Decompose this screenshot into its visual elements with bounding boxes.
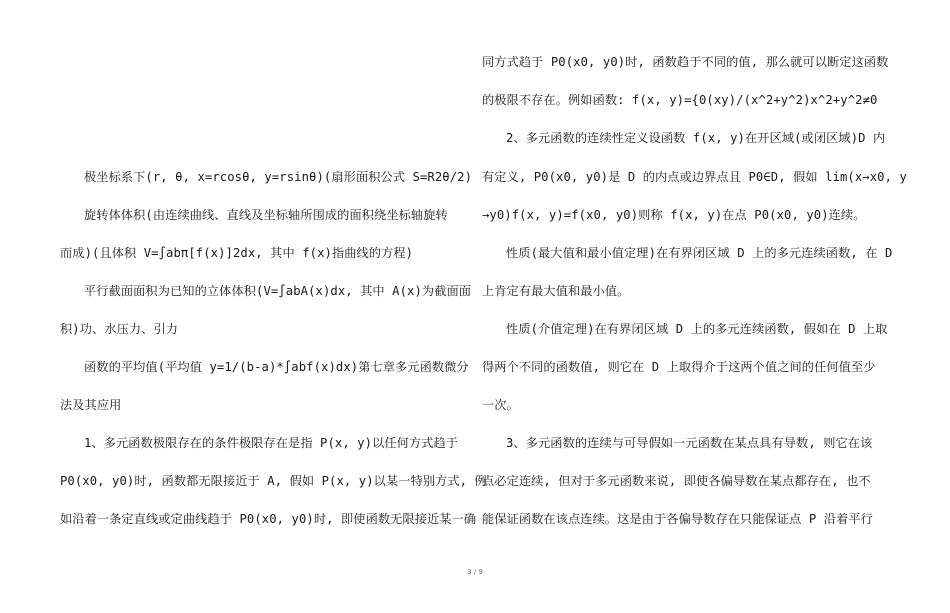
text-line: 的极限不存在。例如函数: f(x, y)={0(xy)/(x^2+y^2)x^2+y^2≠0: [482, 93, 878, 107]
text-line: 极坐标系下(r, θ, x=rcosθ, y=rsinθ)(扇形面积公式 S=R2θ/2): [84, 170, 473, 184]
text-line: 如沿着一条定直线或定曲线趋于 P0(x0, y0)时, 即使函数无限接近某一确: [60, 512, 477, 526]
text-line: 一次。: [482, 398, 519, 412]
text-line: 平行截面面积为已知的立体体积(V=∫abA(x)dx, 其中 A(x)为截面面: [84, 284, 472, 298]
text-line: 3、多元函数的连续与可导假如一元函数在某点具有导数, 则它在该: [506, 436, 873, 450]
text-line: 函数的平均值(平均值 y=1/(b-a)*∫abf(x)dx)第七章多元函数微分: [84, 360, 469, 374]
text-line: 得两个不同的函数值, 则它在 D 上取得介于这两个值之间的任何值至少: [482, 360, 876, 374]
text-line: 积)功、水压力、引力: [60, 322, 179, 336]
text-line: →y0)f(x, y)=f(x0, y0)则称 f(x, y)在点 P0(x0, y0)连续。: [482, 208, 866, 222]
text-line: P0(x0, y0)时, 函数都无限接近于 A, 假如 P(x, y)以某一特别方式, 例: [60, 474, 487, 488]
text-line: 2、多元函数的连续性定义设函数 f(x, y)在开区域(或闭区域)D 内: [506, 131, 886, 145]
text-line: 能保证函数在该点连续。这是由于各偏导数存在只能保证点 P 沿着平行: [482, 512, 873, 526]
text-line: 同方式趋于 P0(x0, y0)时, 函数趋于不同的值, 那么就可以断定这函数: [482, 55, 889, 69]
text-line: 性质(介值定理)在有界闭区域 D 上的多元连续函数, 假如在 D 上取: [506, 322, 888, 336]
text-line: 点必定连续, 但对于多元函数来说, 即使各偏导数在某点都存在, 也不: [482, 474, 871, 488]
text-line: 旋转体体积(由连续曲线、直线及坐标轴所围成的面积绕坐标轴旋转: [84, 208, 448, 222]
text-line: 1、多元函数极限存在的条件极限存在是指 P(x, y)以任何方式趋于: [84, 436, 459, 450]
text-line: 而成)(且体积 V=∫abπ[f(x)]2dx, 其中 f(x)指曲线的方程): [60, 246, 414, 260]
page-number: 3 / 9: [467, 568, 483, 576]
text-line: 上肯定有最大值和最小值。: [482, 284, 630, 298]
text-line: 有定义, P0(x0, y0)是 D 的内点或边界点且 P0∈D, 假如 lim(x→x0, y: [482, 170, 907, 184]
text-line: 法及其应用: [60, 398, 122, 412]
text-line: 性质(最大值和最小值定理)在有界闭区域 D 上的多元连续函数, 在 D: [506, 246, 893, 260]
